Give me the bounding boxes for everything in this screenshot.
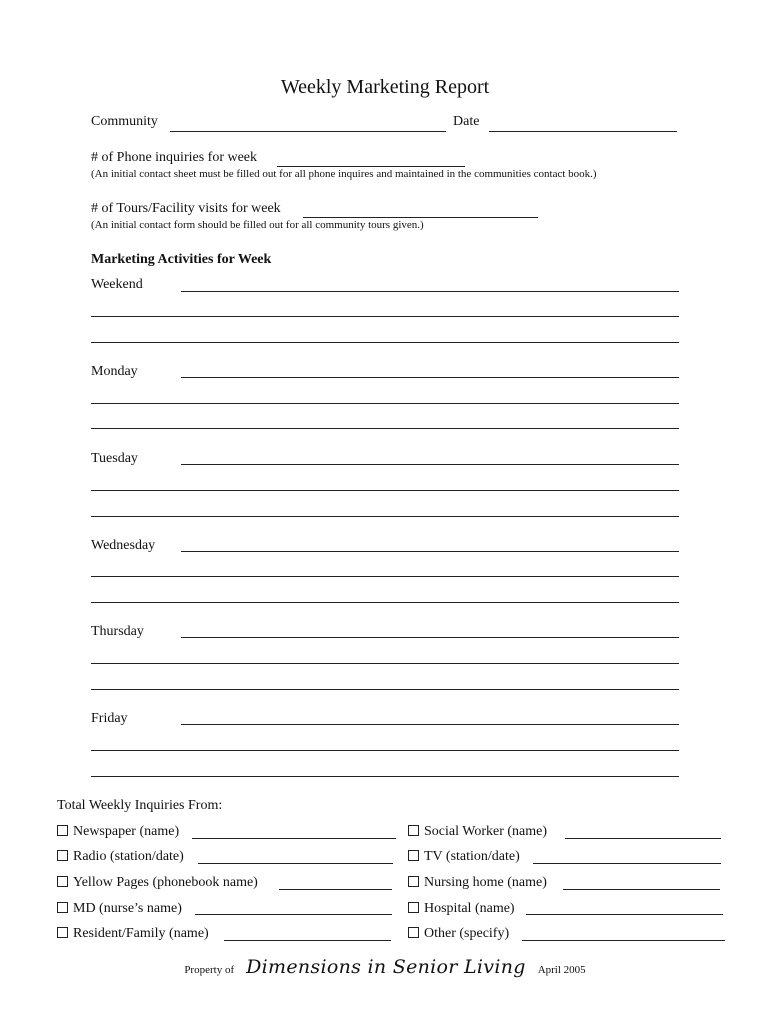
inquiry-nursing-home-line[interactable] (563, 889, 720, 890)
day-label: Tuesday (91, 451, 138, 466)
day-label: Wednesday (91, 538, 156, 553)
inquiry-nursing-home (408, 875, 547, 891)
activity-line[interactable] (181, 464, 679, 465)
checkbox[interactable] (408, 825, 419, 836)
activity-line[interactable] (181, 724, 679, 725)
tours-field[interactable] (303, 199, 538, 218)
activity-line[interactable] (91, 428, 679, 429)
inquiry-social-worker-line[interactable] (565, 838, 721, 839)
checkbox[interactable] (57, 876, 68, 887)
phone-inquiries-label: # of Phone inquiries for week (91, 150, 258, 165)
inquiry-yellow-pages (57, 875, 258, 891)
inquiry-label: MD (nurse’s name) (73, 901, 182, 916)
inquiry-label: Social Worker (name) (424, 824, 548, 839)
activity-line[interactable] (91, 689, 679, 690)
date-field[interactable] (489, 113, 677, 132)
day-label: Weekend (91, 277, 143, 292)
inquiry-label: Radio (station/date) (73, 849, 184, 864)
inquiry-resident-family-line[interactable] (224, 940, 391, 941)
phone-inquiries-note: (An initial contact sheet must be filled out for all phone inquires and maintained in the communities contact book.) (91, 168, 597, 180)
footer-brand-logo: Dimensions in Senior Living (246, 956, 526, 978)
community-field[interactable] (170, 113, 446, 132)
activity-line[interactable] (181, 637, 679, 638)
inquiry-radio-line[interactable] (198, 863, 393, 864)
tours-note: (An initial contact form should be filled out for all community tours given.) (91, 219, 424, 231)
inquiry-label: Resident/Family (name) (73, 926, 209, 941)
inquiry-yellow-pages-line[interactable] (279, 889, 392, 890)
inquiry-label: Yellow Pages (phonebook name) (73, 875, 258, 890)
footer (0, 956, 770, 978)
inquiry-social-worker (408, 824, 547, 840)
inquiries-heading: Total Weekly Inquiries From: (57, 798, 223, 813)
checkbox[interactable] (408, 927, 419, 938)
checkbox[interactable] (408, 902, 419, 913)
inquiry-tv (408, 849, 520, 865)
activity-line[interactable] (91, 490, 679, 491)
day-label: Monday (91, 364, 138, 379)
inquiry-hospital (408, 901, 515, 917)
activity-line[interactable] (91, 316, 679, 317)
day-label: Friday (91, 711, 128, 726)
footer-date: April 2005 (537, 964, 586, 976)
day-label: Thursday (91, 624, 144, 639)
activities-heading: Marketing Activities for Week (91, 252, 272, 267)
activity-line[interactable] (91, 576, 679, 577)
checkbox[interactable] (57, 825, 68, 836)
inquiry-tv-line[interactable] (533, 863, 721, 864)
activity-line[interactable] (91, 342, 679, 343)
activity-line[interactable] (181, 377, 679, 378)
inquiry-label: Nursing home (name) (424, 875, 547, 890)
activity-line[interactable] (181, 551, 679, 552)
checkbox[interactable] (408, 850, 419, 861)
inquiry-label: Other (specify) (424, 926, 510, 941)
inquiry-newspaper (57, 824, 179, 840)
inquiry-newspaper-line[interactable] (192, 838, 396, 839)
inquiry-md (57, 901, 182, 917)
community-label: Community (91, 114, 158, 129)
activity-line[interactable] (91, 602, 679, 603)
inquiry-md-line[interactable] (195, 914, 392, 915)
checkbox[interactable] (57, 902, 68, 913)
activity-line[interactable] (91, 776, 679, 777)
footer-property-of: Property of (184, 964, 235, 976)
activity-line[interactable] (91, 516, 679, 517)
activity-line[interactable] (91, 663, 679, 664)
tours-label: # of Tours/Facility visits for week (91, 201, 281, 216)
inquiry-label: TV (station/date) (424, 849, 520, 864)
date-label: Date (453, 114, 480, 129)
inquiry-resident-family (57, 926, 209, 942)
inquiry-radio (57, 849, 184, 865)
activity-line[interactable] (181, 291, 679, 292)
checkbox[interactable] (408, 876, 419, 887)
checkbox[interactable] (57, 927, 68, 938)
inquiry-other-line[interactable] (522, 940, 725, 941)
inquiry-label: Hospital (name) (424, 901, 515, 916)
inquiry-other (408, 926, 509, 942)
inquiry-hospital-line[interactable] (526, 914, 723, 915)
checkbox[interactable] (57, 850, 68, 861)
activity-line[interactable] (91, 403, 679, 404)
page-title: Weekly Marketing Report (280, 76, 490, 98)
activity-line[interactable] (91, 750, 679, 751)
phone-inquiries-field[interactable] (277, 148, 465, 167)
inquiry-label: Newspaper (name) (73, 824, 180, 839)
